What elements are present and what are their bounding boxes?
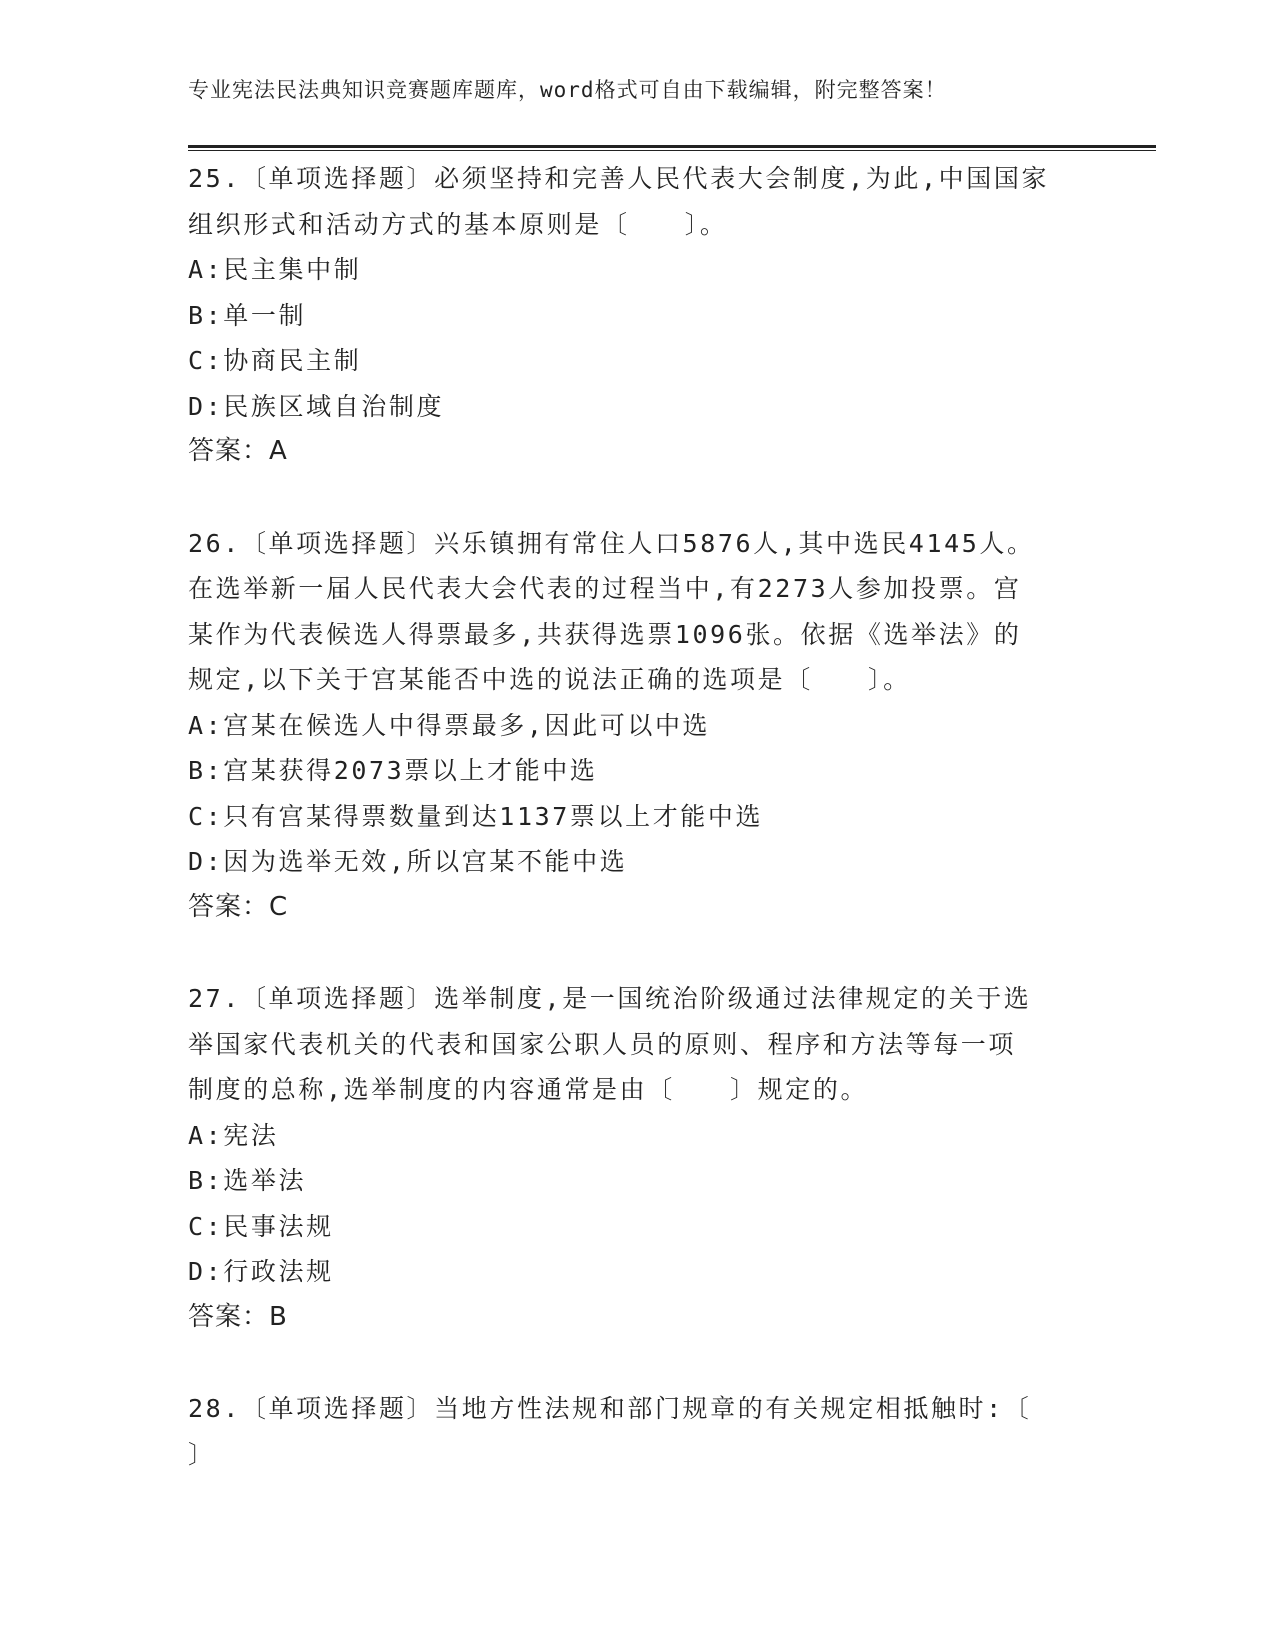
question-26	[188, 521, 1068, 931]
answer: 答案：A	[188, 436, 288, 466]
option-a: A:民主集中制	[188, 255, 362, 284]
option-d: D:民族区域自治制度	[188, 391, 445, 421]
option-a: A:宫某在候选人中得票最多,因此可以中选	[188, 710, 711, 740]
answer: 答案：C	[188, 891, 289, 922]
question-stem-line: 组织形式和活动方式的基本原则是〔 〕。	[188, 209, 728, 239]
page-header: 专业宪法民法典知识竞赛题库题库，word格式可自由下载编辑，附完整答案！	[188, 78, 947, 102]
question-stem-line: 在选举新一届人民代表大会代表的过程当中,有2273人参加投票。宫	[188, 574, 1022, 603]
question-stem-line: 〕	[188, 1439, 216, 1469]
option-b: B:单一制	[188, 300, 307, 330]
option-c: C:只有宫某得票数量到达1137票以上才能中选	[188, 801, 764, 831]
question-list	[188, 156, 1068, 1477]
option-b: B:宫某获得2073票以上才能中选	[188, 756, 598, 785]
header-rule-thick	[188, 145, 1156, 148]
question-stem-line: 制度的总称,选举制度的内容通常是由〔 〕规定的。	[188, 1075, 869, 1104]
header-rule-thin	[188, 150, 1156, 151]
option-a: A:宪法	[188, 1120, 279, 1150]
option-c: C:协商民主制	[188, 346, 362, 375]
question-stem-line: 规定,以下关于宫某能否中选的说法正确的选项是〔 〕。	[188, 665, 911, 694]
option-b: B:选举法	[188, 1166, 307, 1195]
question-27	[188, 976, 1068, 1340]
question-stem-line: 举国家代表机关的代表和国家公职人员的原则、程序和方法等每一项	[188, 1029, 1017, 1059]
answer: 答案：B	[188, 1301, 288, 1332]
option-d: D:因为选举无效,所以宫某不能中选	[188, 847, 628, 876]
question-stem-line: 28.〔单项选择题〕当地方性法规和部门规章的有关规定相抵触时:〔	[188, 1394, 1032, 1423]
question-stem-line: 25.〔单项选择题〕必须坚持和完善人民代表大会制度,为此,中国国家	[188, 164, 1050, 193]
question-28	[188, 1386, 1068, 1477]
question-stem-line: 某作为代表候选人得票最多,共获得选票1096张。依据《选举法》的	[188, 619, 1022, 649]
option-d: D:行政法规	[188, 1257, 334, 1286]
question-stem-line: 26.〔单项选择题〕兴乐镇拥有常住人口5876人,其中选民4145人。	[188, 528, 1035, 558]
question-stem-line: 27.〔单项选择题〕选举制度,是一国统治阶级通过法律规定的关于选	[188, 984, 1032, 1013]
option-c: C:民事法规	[188, 1211, 334, 1241]
question-25	[188, 156, 1068, 475]
